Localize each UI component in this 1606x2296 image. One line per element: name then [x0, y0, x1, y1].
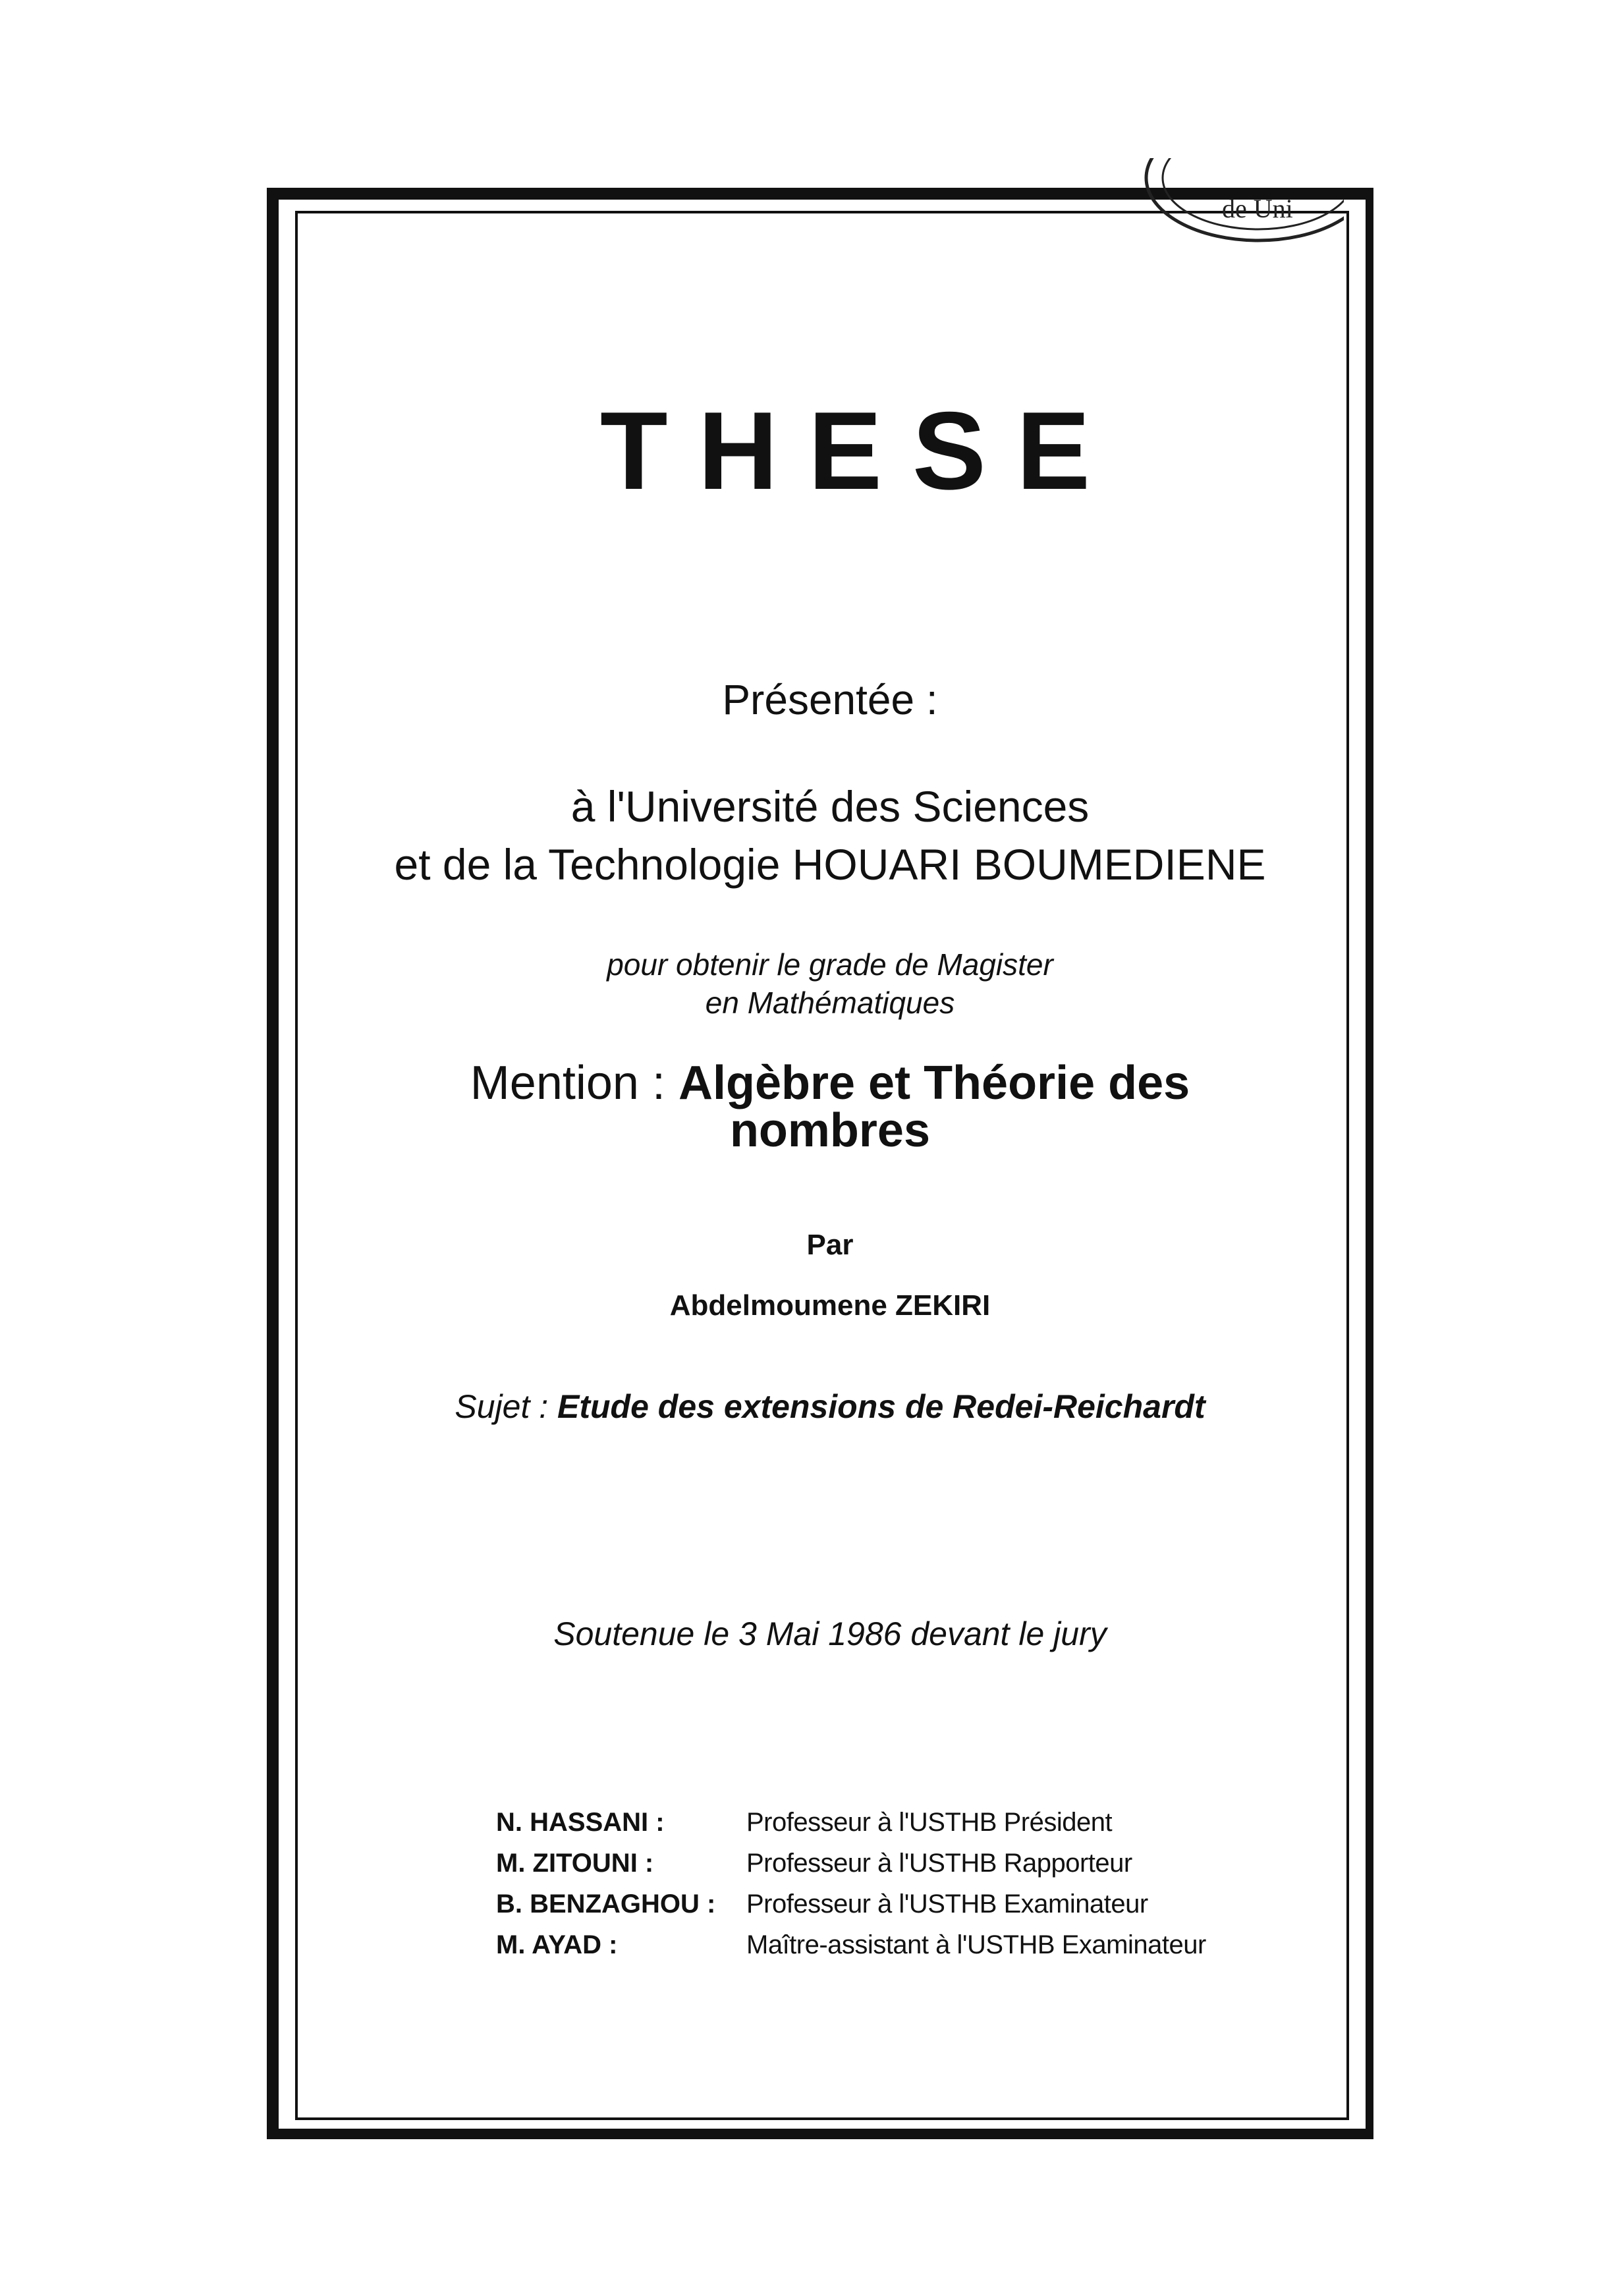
jury-member-name: M. ZITOUNI : — [496, 1849, 654, 1878]
jury-member-role: Professeur à l'USTHB Président — [746, 1808, 1113, 1837]
mention-label: Mention : — [470, 1057, 678, 1109]
jury-row — [496, 1884, 1206, 1924]
grade-block — [369, 945, 1291, 1022]
grade-line-1: pour obtenir le grade de Magister — [607, 947, 1053, 982]
subject-label: Sujet : — [455, 1388, 558, 1425]
jury-row — [496, 1802, 1206, 1843]
library-stamp-icon — [1133, 158, 1344, 250]
university-block — [369, 777, 1291, 893]
jury-row — [496, 1843, 1206, 1884]
jury-member-role: Professeur à l'USTHB Rapporteur — [746, 1849, 1132, 1878]
jury-member-role: Professeur à l'USTHB Examinateur — [746, 1890, 1148, 1918]
defense-date: Soutenue le 3 Mai 1986 devant le jury — [553, 1615, 1107, 1652]
jury-member-role: Maître-assistant à l'USTHB Examinateur — [746, 1930, 1206, 1959]
jury-member-name: N. HASSANI : — [496, 1808, 665, 1837]
jury-list — [496, 1802, 1206, 1965]
jury-row — [496, 1924, 1206, 1965]
par-label: Par — [806, 1229, 854, 1261]
university-line-1: à l'Université des Sciences — [570, 782, 1090, 831]
jury-member-name: M. AYAD : — [496, 1930, 618, 1959]
mention-value: Algèbre et Théorie des nombres — [678, 1057, 1190, 1157]
subject-value: Etude des extensions de Redei-Reichardt — [557, 1388, 1205, 1425]
presented-label: Présentée : — [722, 676, 938, 723]
university-line-2: et de la Technologie HOUARI BOUMEDIENE — [394, 840, 1266, 889]
stamp-fragment-text: de Uni — [1222, 194, 1293, 223]
jury-member-name: B. BENZAGHOU : — [496, 1890, 716, 1918]
thesis-title: THESE — [599, 389, 1121, 513]
mention-line — [369, 1057, 1291, 1157]
author-name: Abdelmoumene ZEKIRI — [669, 1289, 991, 1322]
grade-line-2: en Mathématiques — [705, 986, 955, 1020]
subject-line — [369, 1390, 1291, 1423]
